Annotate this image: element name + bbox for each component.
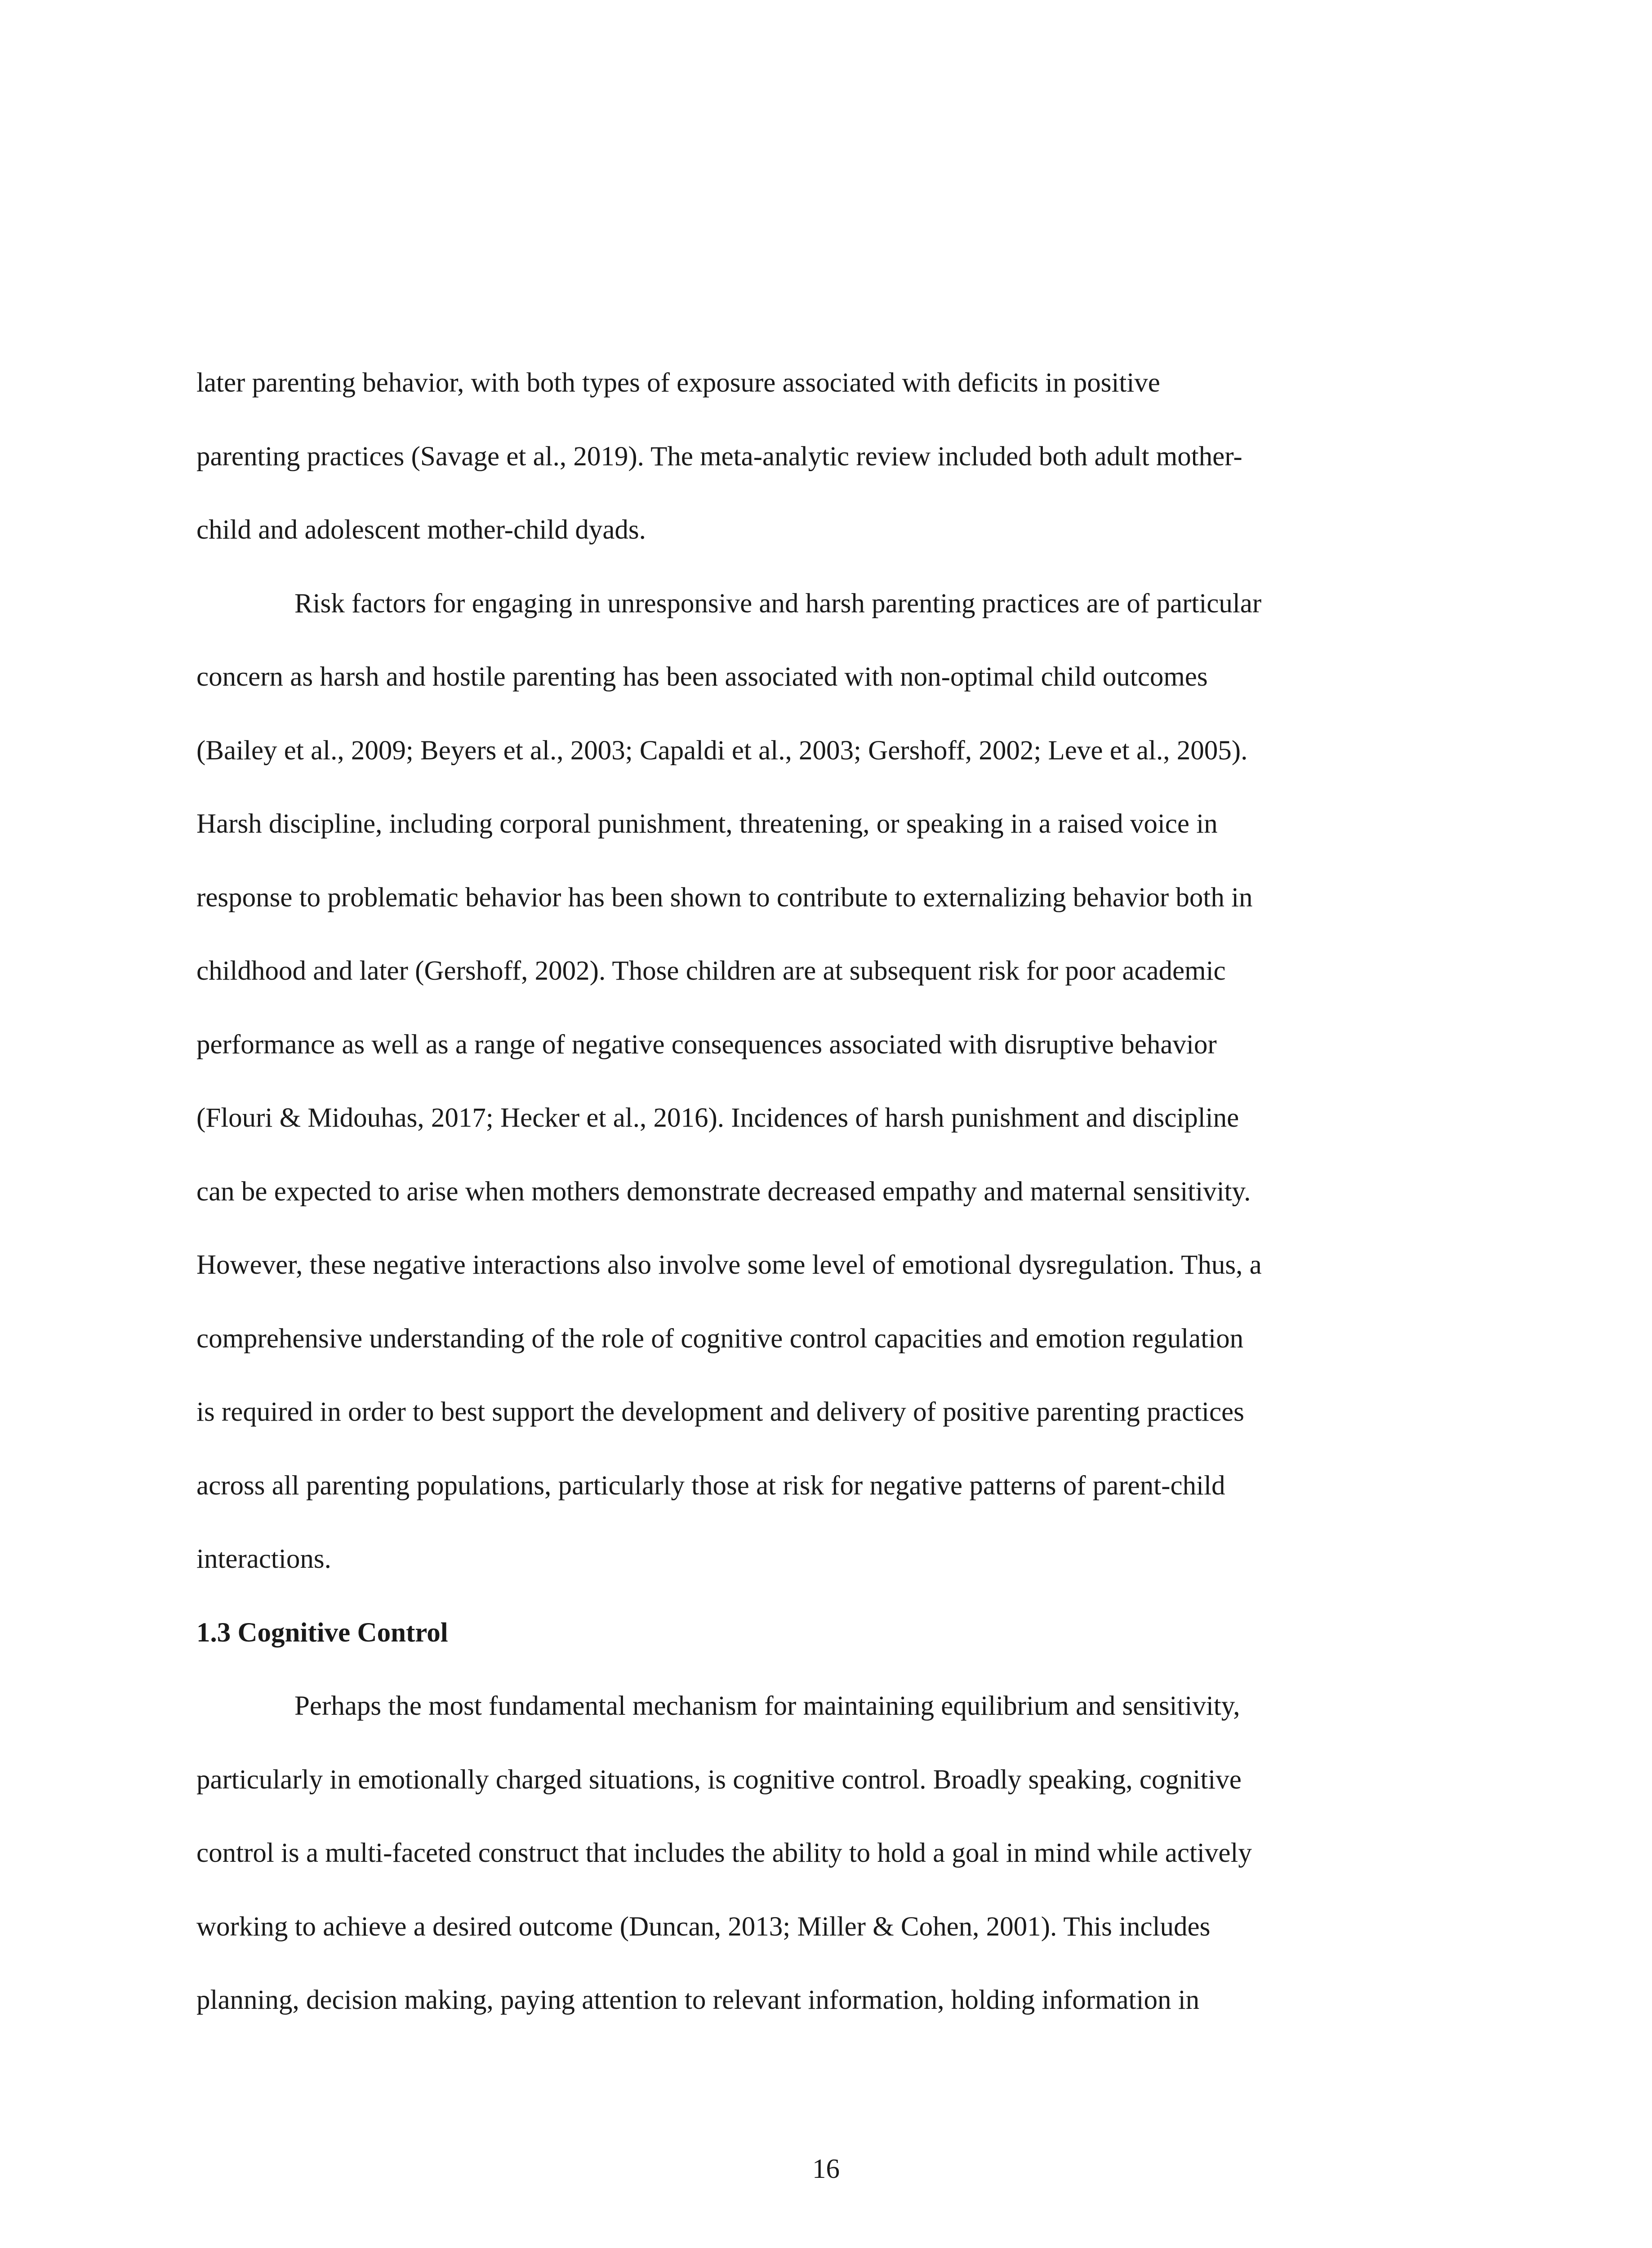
text-line: control is a multi-faceted construct that includes the ability to hold a goal in mind while actively bbox=[196, 1838, 1252, 1868]
text-line: childhood and later (Gershoff, 2002). Those children are at subsequent risk for poor academic bbox=[196, 956, 1226, 986]
text-line: performance as well as a range of negative consequences associated with disruptive behavior bbox=[196, 1029, 1217, 1060]
text-line: can be expected to arise when mothers demonstrate decreased empathy and maternal sensitivity. bbox=[196, 1176, 1251, 1207]
text-line: is required in order to best support the development and delivery of positive parenting practices bbox=[196, 1397, 1244, 1427]
page-number: 16 bbox=[812, 2154, 840, 2184]
text-line: planning, decision making, paying attention to relevant information, holding information in bbox=[196, 1985, 1200, 2015]
text-line: Risk factors for engaging in unresponsive and harsh parenting practices are of particular bbox=[294, 588, 1262, 619]
text-line: However, these negative interactions also involve some level of emotional dysregulation. Thus, a bbox=[196, 1250, 1262, 1280]
section-heading: 1.3 Cognitive Control bbox=[196, 1617, 448, 1648]
text-line: across all parenting populations, particularly those at risk for negative patterns of parent-child bbox=[196, 1470, 1225, 1501]
text-line: working to achieve a desired outcome (Duncan, 2013; Miller & Cohen, 2001). This includes bbox=[196, 1911, 1211, 1942]
text-line: response to problematic behavior has been shown to contribute to externalizing behavior both in bbox=[196, 882, 1253, 913]
text-line: (Flouri & Midouhas, 2017; Hecker et al., 2016). Incidences of harsh punishment and discipline bbox=[196, 1103, 1239, 1133]
text-line: child and adolescent mother-child dyads. bbox=[196, 515, 646, 545]
text-line: interactions. bbox=[196, 1544, 331, 1574]
text-line: parenting practices (Savage et al., 2019). The meta-analytic review included both adult mother- bbox=[196, 441, 1242, 472]
text-line: concern as harsh and hostile parenting has been associated with non-optimal child outcomes bbox=[196, 662, 1208, 692]
body-text bbox=[196, 346, 1455, 2037]
text-line: later parenting behavior, with both types of exposure associated with deficits in positive bbox=[196, 368, 1160, 398]
text-line: comprehensive understanding of the role of cognitive control capacities and emotion regulation bbox=[196, 1323, 1244, 1354]
text-line: Perhaps the most fundamental mechanism for maintaining equilibrium and sensitivity, bbox=[294, 1691, 1240, 1721]
text-line: particularly in emotionally charged situations, is cognitive control. Broadly speaking, cognitive bbox=[196, 1764, 1242, 1795]
text-line: (Bailey et al., 2009; Beyers et al., 2003; Capaldi et al., 2003; Gershoff, 2002; Leve et al., 2005). bbox=[196, 735, 1248, 766]
text-line: Harsh discipline, including corporal punishment, threatening, or speaking in a raised voice in bbox=[196, 809, 1218, 839]
